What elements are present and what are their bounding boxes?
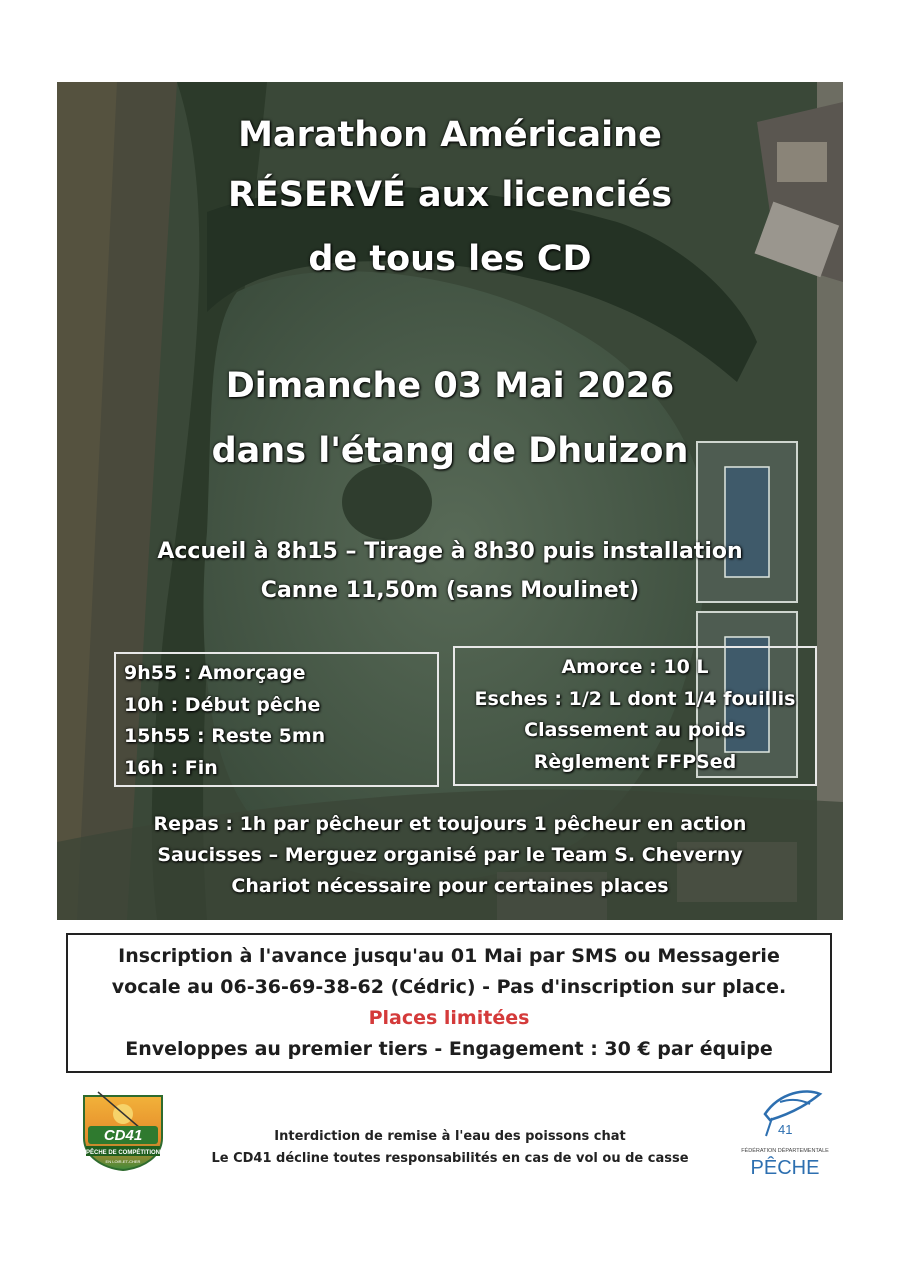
inscription-box: [66, 933, 832, 1073]
rules-box: [453, 646, 817, 786]
welcome-info-line: Accueil à 8h15 – Tirage à 8h30 puis installation: [157, 539, 743, 564]
federation-logo-number: 41: [778, 1122, 793, 1137]
notes-block: [57, 809, 843, 902]
rod-info-line: Canne 11,50m (sans Moulinet): [260, 578, 640, 603]
rules-item: Amorce : 10 L: [561, 656, 709, 678]
rules-item: Règlement FFPSed: [533, 750, 737, 773]
rules-item: Esches : 1/2 L dont 1/4 fouillis: [474, 687, 796, 710]
places-limited: Places limitées: [368, 1007, 530, 1029]
inscription-line-2: vocale au 06-36-69-38-62 (Cédric) - Pas d'inscription sur place.: [111, 976, 787, 998]
schedule-box: [114, 652, 439, 787]
schedule-item: 10h : Début pêche: [124, 693, 321, 716]
cd41-logo-tiny: EN LOIR-ET-CHER: [105, 1159, 141, 1164]
title-line-3: de tous les CD: [308, 239, 592, 279]
inscription-line-3: Enveloppes au premier tiers - Engagement : 30 € par équipe: [125, 1038, 773, 1060]
footer-notice: [170, 1126, 730, 1170]
federation-logo: [740, 1082, 830, 1182]
inscription-line-1: Inscription à l'avance jusqu'au 01 Mai par SMS ou Messagerie: [118, 945, 780, 967]
federation-logo-graphic: [740, 1082, 830, 1182]
note-line: Chariot nécessaire pour certaines places: [231, 875, 669, 897]
schedule-item: 9h55 : Amorçage: [124, 662, 306, 684]
location-line: dans l'étang de Dhuizon: [211, 431, 689, 471]
federation-logo-org: FÉDÉRATION DÉPARTEMENTALE: [741, 1148, 829, 1154]
date-line: Dimanche 03 Mai 2026: [225, 366, 675, 406]
schedule-item: 16h : Fin: [124, 756, 218, 779]
federation-logo-word: PÊCHE: [750, 1157, 820, 1179]
cd41-logo-text: CD41: [103, 1127, 143, 1144]
schedule-item: 15h55 : Reste 5mn: [124, 725, 326, 747]
title-line-1: Marathon Américaine: [238, 115, 662, 155]
cd41-logo-subtext: PÊCHE DE COMPÉTITION: [85, 1150, 161, 1156]
note-line: Saucisses – Merguez organisé par le Team S. Cheverny: [157, 844, 743, 866]
cd41-logo: [78, 1088, 168, 1172]
note-line: Repas : 1h par pêcheur et toujours 1 pêcheur en action: [153, 813, 747, 835]
cd41-logo-graphic: [78, 1088, 168, 1172]
rules-item: Classement au poids: [524, 719, 746, 741]
title-line-2: RÉSERVÉ aux licenciés: [227, 175, 673, 215]
footer-line-2: Le CD41 décline toutes responsabilités en cas de vol ou de casse: [211, 1151, 689, 1166]
footer-line-1: Interdiction de remise à l'eau des poissons chat: [274, 1129, 626, 1144]
aerial-photo-panel: [57, 82, 843, 920]
